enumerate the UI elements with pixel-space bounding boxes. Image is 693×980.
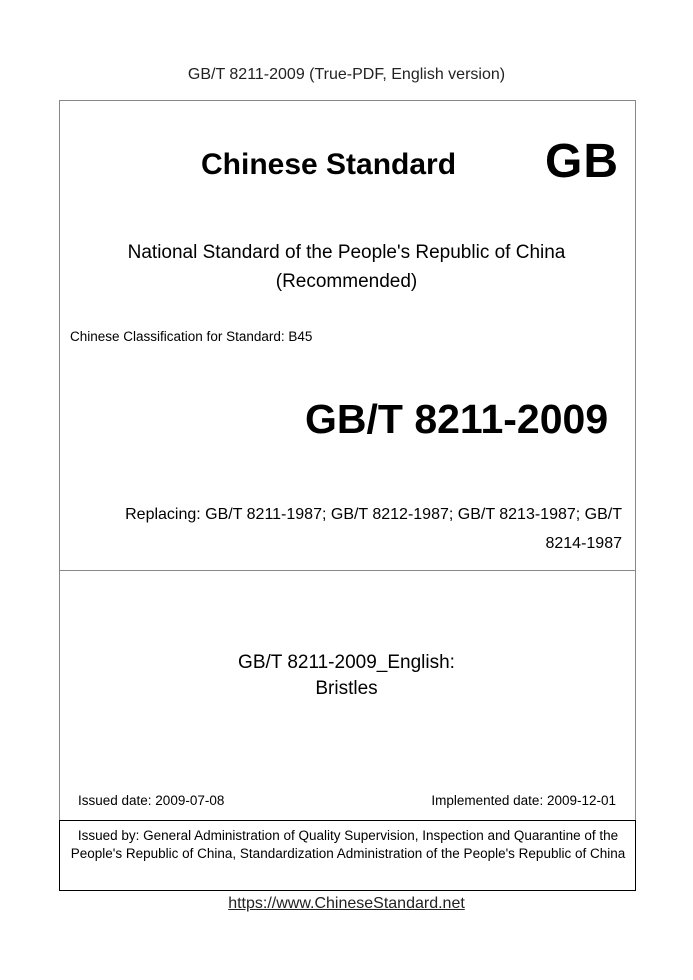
- replacing-line-2: 8214-1987: [545, 535, 622, 552]
- footer-website-link[interactable]: https://www.ChineseStandard.net: [228, 895, 465, 912]
- document-header-title: GB/T 8211-2009 (True-PDF, English version): [187, 66, 506, 83]
- implemented-date: Implemented date: 2009-12-01: [431, 793, 616, 808]
- issued-date: Issued date: 2009-07-08: [78, 793, 225, 808]
- english-title-line-2: Bristles: [315, 678, 378, 699]
- cover-heading: Chinese Standard: [201, 148, 457, 181]
- english-title-line-1: GB/T 8211-2009_English:: [238, 652, 455, 673]
- gb-mark: GB: [545, 135, 619, 188]
- recommended-label: (Recommended): [275, 271, 418, 292]
- issuer-text: Issued by: General Administration of Quality Supervision, Inspection and Quarantine of the People's Republic of China, Standardization Administration of the People's Republic of China: [70, 828, 626, 861]
- replacing-standards: [82, 500, 622, 558]
- national-standard-title: National Standard of the People's Republic of China: [127, 242, 566, 263]
- replacing-line-1: Replacing: GB/T 8211-1987; GB/T 8212-1987; GB/T 8213-1987; GB/T: [125, 506, 622, 523]
- standard-number: GB/T 8211-2009: [305, 396, 609, 442]
- classification-label: Chinese Classification for Standard: B45: [70, 329, 313, 344]
